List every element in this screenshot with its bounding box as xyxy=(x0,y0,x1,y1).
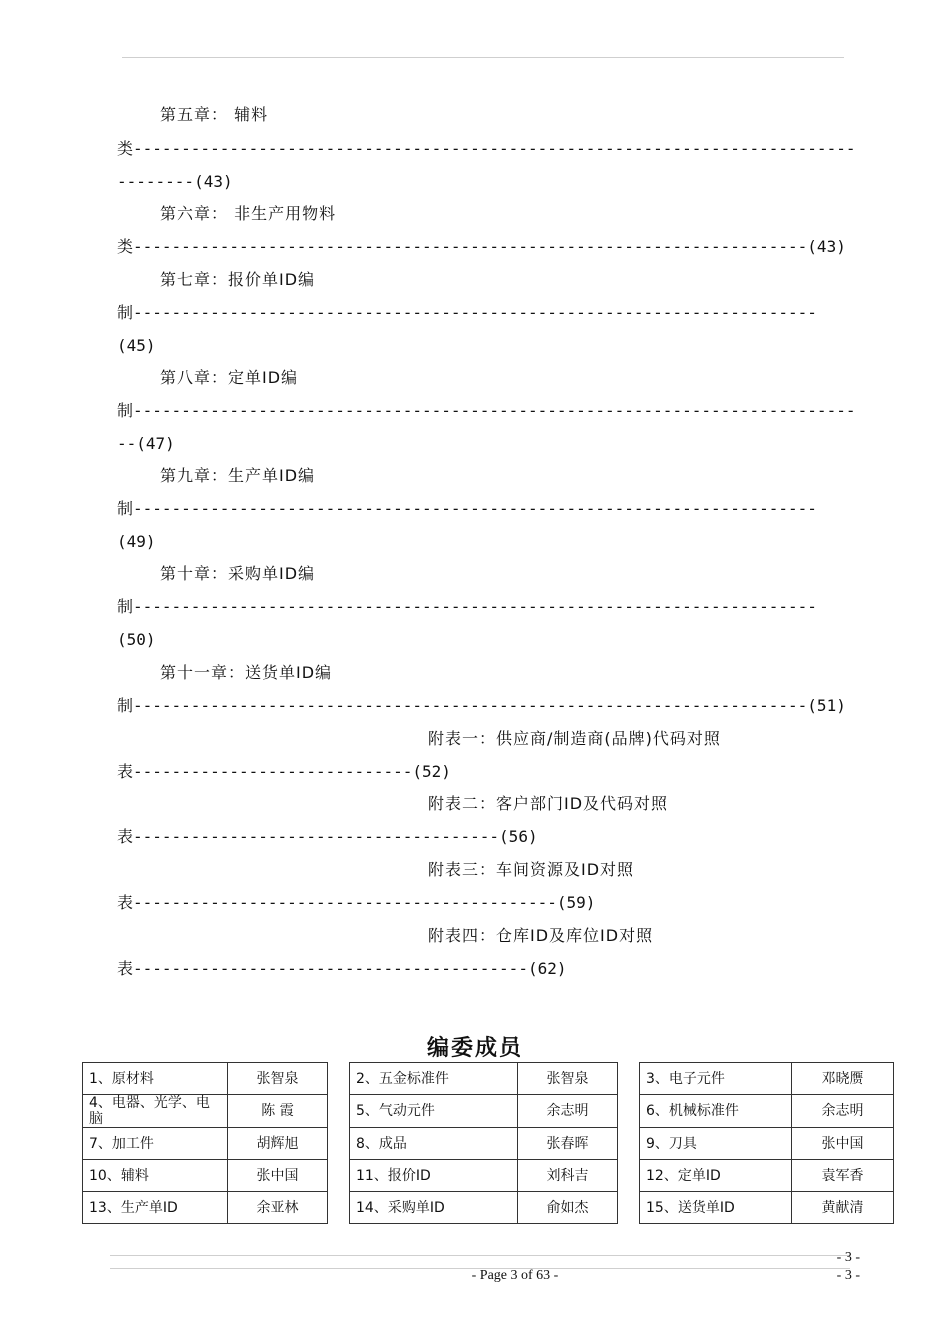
column-gap xyxy=(328,1160,350,1192)
member-name: 张中国 xyxy=(228,1160,328,1192)
member-name: 袁军香 xyxy=(792,1160,894,1192)
toc-entry-leader: 制----------------------------------------------------------------------- xyxy=(117,499,817,518)
toc-appendix-title: 附表四：仓库ID及库位ID对照 xyxy=(428,926,654,945)
table-row xyxy=(83,1128,894,1160)
toc-entry-leader: 类----------------------------------------------------------------------(43) xyxy=(117,237,846,256)
toc-appendix-leader: 表--------------------------------------------(59) xyxy=(117,893,596,912)
toc-entry-title: 第六章： 非生产用物料 xyxy=(160,204,337,223)
member-item: 4、电器、光学、电脑 xyxy=(83,1095,228,1128)
member-item: 10、辅料 xyxy=(83,1160,228,1192)
toc-appendix-leader: 表-----------------------------------------(62) xyxy=(117,959,567,978)
member-name: 胡辉旭 xyxy=(228,1128,328,1160)
member-name: 俞如杰 xyxy=(518,1192,618,1224)
toc-entry-page: (50) xyxy=(117,630,156,649)
toc-appendix-leader: 表--------------------------------------(56) xyxy=(117,827,538,846)
member-name: 刘科吉 xyxy=(518,1160,618,1192)
member-name: 余亚林 xyxy=(228,1192,328,1224)
member-item: 6、机械标准件 xyxy=(640,1095,792,1128)
member-name: 余志明 xyxy=(518,1095,618,1128)
toc-entry-page: (45) xyxy=(117,336,156,355)
member-item: 5、气动元件 xyxy=(350,1095,518,1128)
column-gap xyxy=(618,1095,640,1128)
column-gap xyxy=(618,1128,640,1160)
toc-entry-page: --------(43) xyxy=(117,172,233,191)
member-name: 张春晖 xyxy=(518,1128,618,1160)
toc-appendix-title: 附表二：客户部门ID及代码对照 xyxy=(428,794,669,813)
toc-appendix-title: 附表三：车间资源及ID对照 xyxy=(428,860,635,879)
member-item: 15、送货单ID xyxy=(640,1192,792,1224)
member-item: 8、成品 xyxy=(350,1128,518,1160)
toc-entry-title: 第八章：定单ID编 xyxy=(160,368,299,387)
column-gap xyxy=(328,1095,350,1128)
toc-entry-leader: 制--------------------------------------------------------------------------- xyxy=(117,401,856,420)
member-name: 黄献清 xyxy=(792,1192,894,1224)
toc-entry-page: --(47) xyxy=(117,434,175,453)
member-item: 11、报价ID xyxy=(350,1160,518,1192)
toc-entry-leader: 制----------------------------------------------------------------------- xyxy=(117,303,817,322)
column-gap xyxy=(618,1192,640,1224)
toc-entry-leader: 制----------------------------------------------------------------------- xyxy=(117,597,817,616)
page-label: - Page 3 of 63 - xyxy=(471,1268,559,1283)
toc-entry-title: 第十一章：送货单ID编 xyxy=(160,663,333,682)
member-name: 张智泉 xyxy=(518,1063,618,1095)
members-title: 编委成员 xyxy=(426,1036,523,1061)
member-item: 13、生产单ID xyxy=(83,1192,228,1224)
toc-entry-leader: 制----------------------------------------------------------------------(51) xyxy=(117,696,846,715)
toc-entry-title: 第十章：采购单ID编 xyxy=(160,564,316,583)
footer-rule xyxy=(110,1255,850,1256)
toc-entry-title: 第七章：报价单ID编 xyxy=(160,270,316,289)
toc-appendix-leader: 表-----------------------------(52) xyxy=(117,762,451,781)
member-item: 7、加工件 xyxy=(83,1128,228,1160)
toc-entry-title: 第九章：生产单ID编 xyxy=(160,466,316,485)
member-name: 余志明 xyxy=(792,1095,894,1128)
member-item: 2、五金标准件 xyxy=(350,1063,518,1095)
member-item: 14、采购单ID xyxy=(350,1192,518,1224)
member-item: 3、电子元件 xyxy=(640,1063,792,1095)
page-number: - 3 - xyxy=(836,1250,860,1265)
members-table xyxy=(82,1062,894,1224)
toc-appendix-title: 附表一：供应商/制造商(品牌)代码对照 xyxy=(428,729,721,748)
toc-entry-leader: 类--------------------------------------------------------------------------- xyxy=(117,139,856,158)
column-gap xyxy=(328,1063,350,1095)
toc-entry-page: (49) xyxy=(117,532,156,551)
column-gap xyxy=(618,1063,640,1095)
column-gap xyxy=(328,1192,350,1224)
toc-entry-title: 第五章： 辅料 xyxy=(160,105,269,124)
column-gap xyxy=(618,1160,640,1192)
table-row xyxy=(83,1160,894,1192)
member-name: 张中国 xyxy=(792,1128,894,1160)
member-name: 张智泉 xyxy=(228,1063,328,1095)
member-item: 1、原材料 xyxy=(83,1063,228,1095)
table-row xyxy=(83,1063,894,1095)
member-name: 陈 霞 xyxy=(228,1095,328,1128)
member-item: 12、定单ID xyxy=(640,1160,792,1192)
member-name: 邓晓赝 xyxy=(792,1063,894,1095)
column-gap xyxy=(328,1128,350,1160)
member-item: 9、刀具 xyxy=(640,1128,792,1160)
page-number: - 3 - xyxy=(836,1268,860,1283)
table-row xyxy=(83,1192,894,1224)
table-row xyxy=(83,1095,894,1128)
